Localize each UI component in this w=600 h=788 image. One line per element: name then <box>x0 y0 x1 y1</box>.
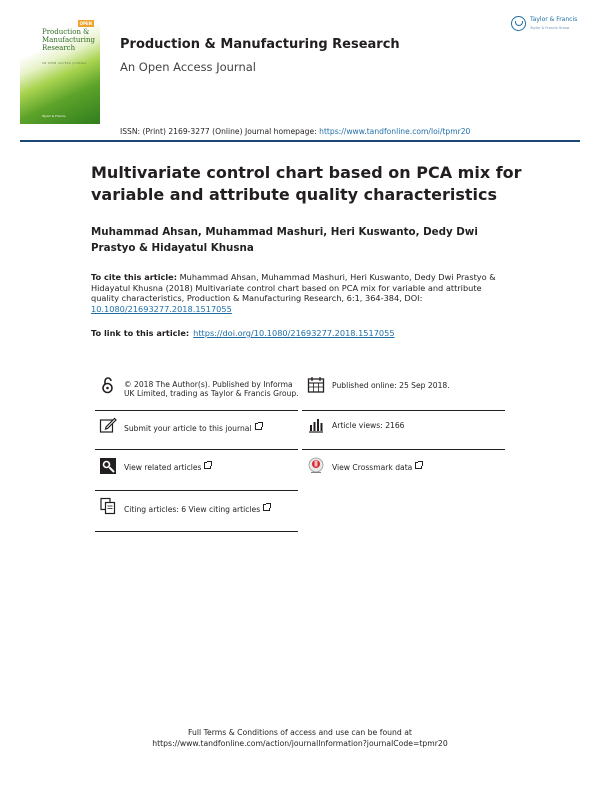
citing-articles-link[interactable] <box>124 504 299 514</box>
submit-article-link[interactable] <box>124 423 299 433</box>
terms-text: Full Terms & Conditions of access and use can be found at <box>188 728 412 737</box>
calendar-icon <box>307 376 325 394</box>
cite-doi-link[interactable]: 10.1080/21693277.2018.1517055 <box>91 303 232 314</box>
pencil-edit-icon <box>99 416 117 434</box>
license-text: © 2018 The Author(s). Published by Informa UK Limited, trading as Taylor & Francis Group. <box>124 380 299 398</box>
external-link-icon <box>263 504 270 511</box>
cover-title: Production & Manufacturing Research <box>42 28 95 52</box>
issn-text: ISSN: (Print) 2169-3277 (Online) Journal homepage: <box>120 127 320 136</box>
published-date: Published online: 25 Sep 2018. <box>332 381 450 390</box>
crossmark-link[interactable] <box>332 462 502 472</box>
grid-divider <box>95 531 298 532</box>
header-divider <box>20 140 580 142</box>
journal-homepage-link[interactable]: https://www.tandfonline.com/loi/tpmr20 <box>319 127 471 136</box>
journal-subtitle: An Open Access Journal <box>120 60 256 74</box>
bar-chart-icon <box>307 416 325 434</box>
article-doi-link[interactable]: https://doi.org/10.1080/21693277.2018.1517055 <box>193 328 395 338</box>
grid-divider <box>302 410 505 411</box>
taylor-francis-logo-icon <box>511 16 526 31</box>
cite-text: Muhammad Ahsan, Muhammad Mashuri, Heri Kuswanto, Dedy Dwi Prastyo & Hidayatul Khusna (2018) Multivariate control chart based on PCA mix for variable and attribute quality characteristics, Production & Manufacturing Research, 6:1, 364-384, DOI: <box>91 272 496 304</box>
terms-footer <box>0 727 600 749</box>
citing-articles-icon <box>99 497 117 515</box>
article-views: Article views: 2166 <box>332 421 405 430</box>
crossmark-label: View Crossmark data <box>332 463 413 472</box>
grid-divider <box>95 490 298 491</box>
cite-label: To cite this article: <box>91 272 177 282</box>
cover-publisher-mark: Taylor & Francis <box>42 114 66 118</box>
grid-divider <box>95 410 298 411</box>
cover-open-badge: OPEN <box>79 21 92 26</box>
link-label: To link to this article: <box>91 328 190 338</box>
related-articles-label: View related articles <box>124 463 202 472</box>
article-authors: Muhammad Ahsan, Muhammad Mashuri, Heri Kuswanto, Dedy Dwi Prastyo & Hidayatul Khusna <box>91 226 478 254</box>
citing-articles-label: Citing articles: 6 View citing articles <box>124 505 261 514</box>
grid-divider <box>95 449 298 450</box>
cover-subtitle: AN OPEN ACCESS JOURNAL <box>42 62 88 65</box>
related-articles-search-icon <box>99 457 117 475</box>
publisher-name: Taylor & Francis <box>530 16 578 23</box>
terms-link[interactable]: https://www.tandfonline.com/action/journalInformation?journalCode=tpmr20 <box>152 739 448 748</box>
citation-block <box>91 272 511 314</box>
article-link-line <box>91 328 511 338</box>
open-access-icon <box>99 376 117 394</box>
grid-divider <box>302 449 505 450</box>
publisher-tagline: Taylor & Francis Group <box>530 26 570 30</box>
external-link-icon <box>204 462 211 469</box>
submit-article-label: Submit your article to this journal <box>124 424 252 433</box>
journal-title: Production & Manufacturing Research <box>120 37 400 52</box>
external-link-icon <box>255 423 262 430</box>
issn-line <box>120 127 470 136</box>
article-title: Multivariate control chart based on PCA mix for variable and attribute quality characteristics <box>91 163 522 204</box>
related-articles-link[interactable] <box>124 462 299 472</box>
external-link-icon <box>415 462 422 469</box>
journal-cover-image[interactable] <box>20 14 100 124</box>
publisher-logo[interactable] <box>511 15 583 37</box>
crossmark-icon <box>307 457 325 475</box>
